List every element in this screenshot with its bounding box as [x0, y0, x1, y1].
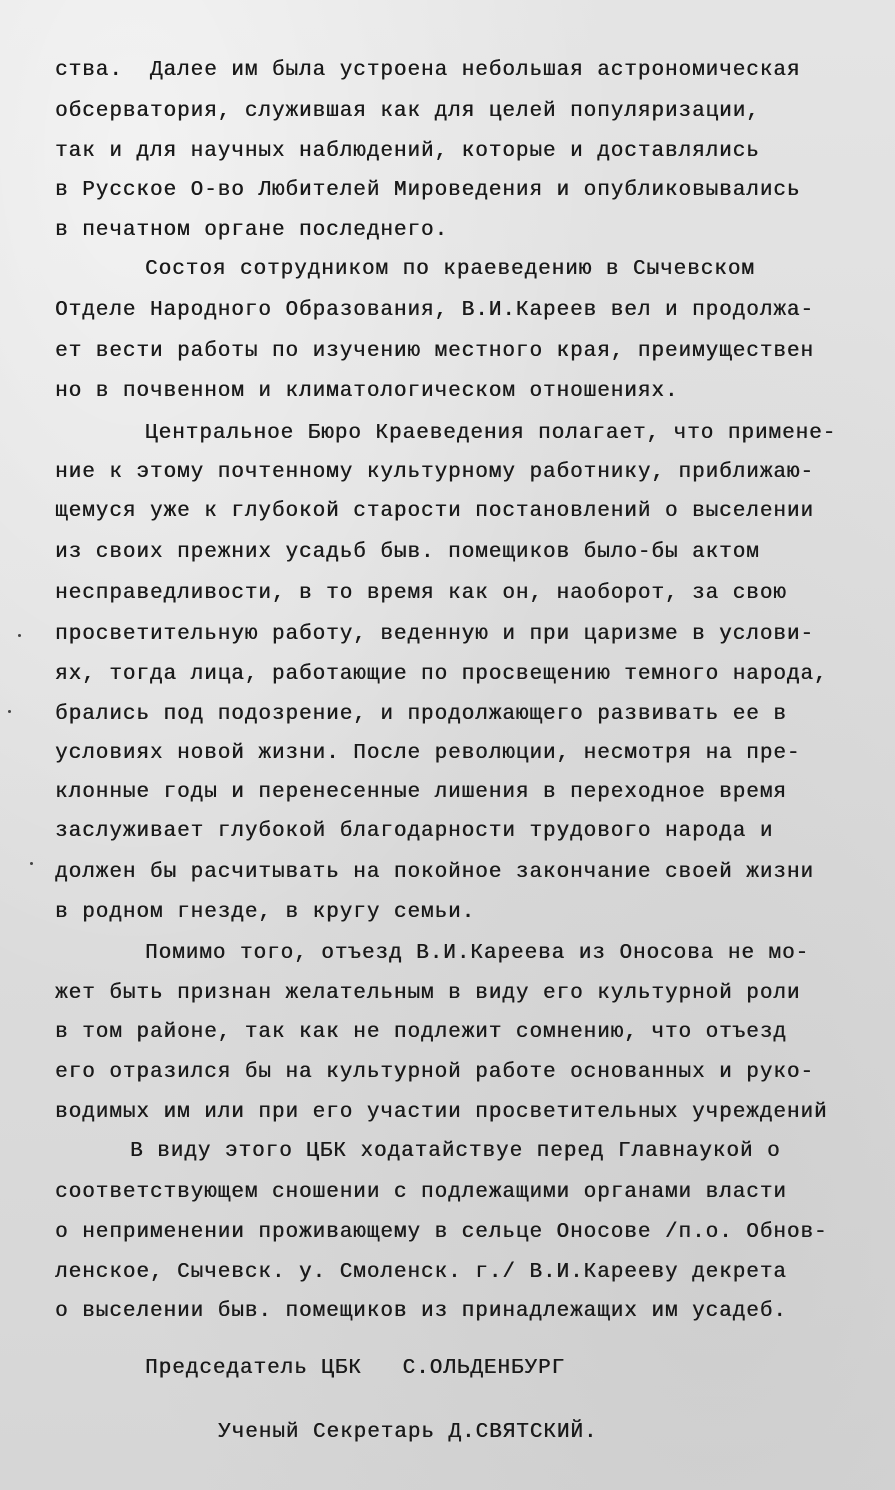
- paragraph-start-line: В виду этого ЦБК ходатайствуе перед Главнаукой о: [130, 1140, 781, 1163]
- text-line: несправедливости, в то время как он, наоборот, за свою: [55, 582, 787, 605]
- text-line: просветительную работу, веденную и при царизме в услови-: [55, 623, 814, 646]
- secretary-signature-line: Ученый Секретарь Д.СВЯТСКИЙ.: [218, 1421, 598, 1444]
- margin-dot: [18, 634, 21, 637]
- margin-dot: [8, 710, 11, 713]
- text-line: его отразился бы на культурной работе основанных и руко-: [55, 1061, 814, 1084]
- text-line: ет вести работы по изучению местного края, преимуществен: [55, 340, 814, 363]
- text-line: ях, тогда лица, работающие по просвещению темного народа,: [55, 663, 828, 686]
- text-line: условиях новой жизни. После революции, несмотря на пре-: [55, 742, 801, 765]
- text-line: клонные годы и перенесенные лишения в переходное время: [55, 781, 787, 804]
- text-line: ние к этому почтенному культурному работнику, приближаю-: [55, 461, 814, 484]
- text-line: так и для научных наблюдений, которые и доставлялись: [55, 140, 760, 163]
- text-line: должен бы расчитывать на покойное закончание своей жизни: [55, 861, 814, 884]
- text-line: щемуся уже к глубокой старости постановлений о выселении: [55, 500, 814, 523]
- text-line: водимых им или при его участии просветительных учреждений: [55, 1101, 828, 1124]
- text-line: из своих прежних усадьб быв. помещиков было-бы актом: [55, 541, 760, 564]
- text-line: но в почвенном и климатологическом отношениях.: [55, 380, 679, 403]
- text-line: ства. Далее им была устроена небольшая астрономическая: [55, 59, 801, 82]
- text-line: в том районе, так как не подлежит сомнению, что отъезд: [55, 1021, 787, 1044]
- text-line: в печатном органе последнего.: [55, 219, 449, 242]
- paragraph-start-line: Центральное Бюро Краеведения полагает, что примене-: [145, 422, 837, 445]
- text-line: соответствующем сношении с подлежащими органами власти: [55, 1181, 787, 1204]
- text-line: ленское, Сычевск. у. Смоленск. г./ В.И.Карееву декрета: [55, 1261, 787, 1284]
- text-line: брались под подозрение, и продолжающего развивать ее в: [55, 703, 787, 726]
- text-line: о выселении быв. помещиков из принадлежащих им усадеб.: [55, 1300, 787, 1323]
- text-line: Отделе Народного Образования, В.И.Кареев вел и продолжа-: [55, 299, 814, 322]
- text-line: в родном гнезде, в кругу семьи.: [55, 901, 476, 924]
- chairman-signature-line: Председатель ЦБК С.ОЛЬДЕНБУРГ: [145, 1357, 566, 1380]
- text-line: заслуживает глубокой благодарности трудового народа и: [55, 820, 774, 843]
- paragraph-start-line: Помимо того, отъезд В.И.Кареева из Оносова не мо-: [145, 942, 810, 965]
- text-line: в Русское О-во Любителей Мироведения и опубликовывались: [55, 179, 801, 202]
- text-line: обсерватория, служившая как для целей популяризации,: [55, 100, 760, 123]
- text-line: о неприменении проживающему в сельце Оносове /п.о. Обнов-: [55, 1221, 828, 1244]
- paragraph-start-line: Состоя сотрудником по краеведению в Сычевском: [145, 258, 755, 281]
- text-line: жет быть признан желательным в виду его культурной роли: [55, 982, 801, 1005]
- margin-dot: [30, 862, 33, 865]
